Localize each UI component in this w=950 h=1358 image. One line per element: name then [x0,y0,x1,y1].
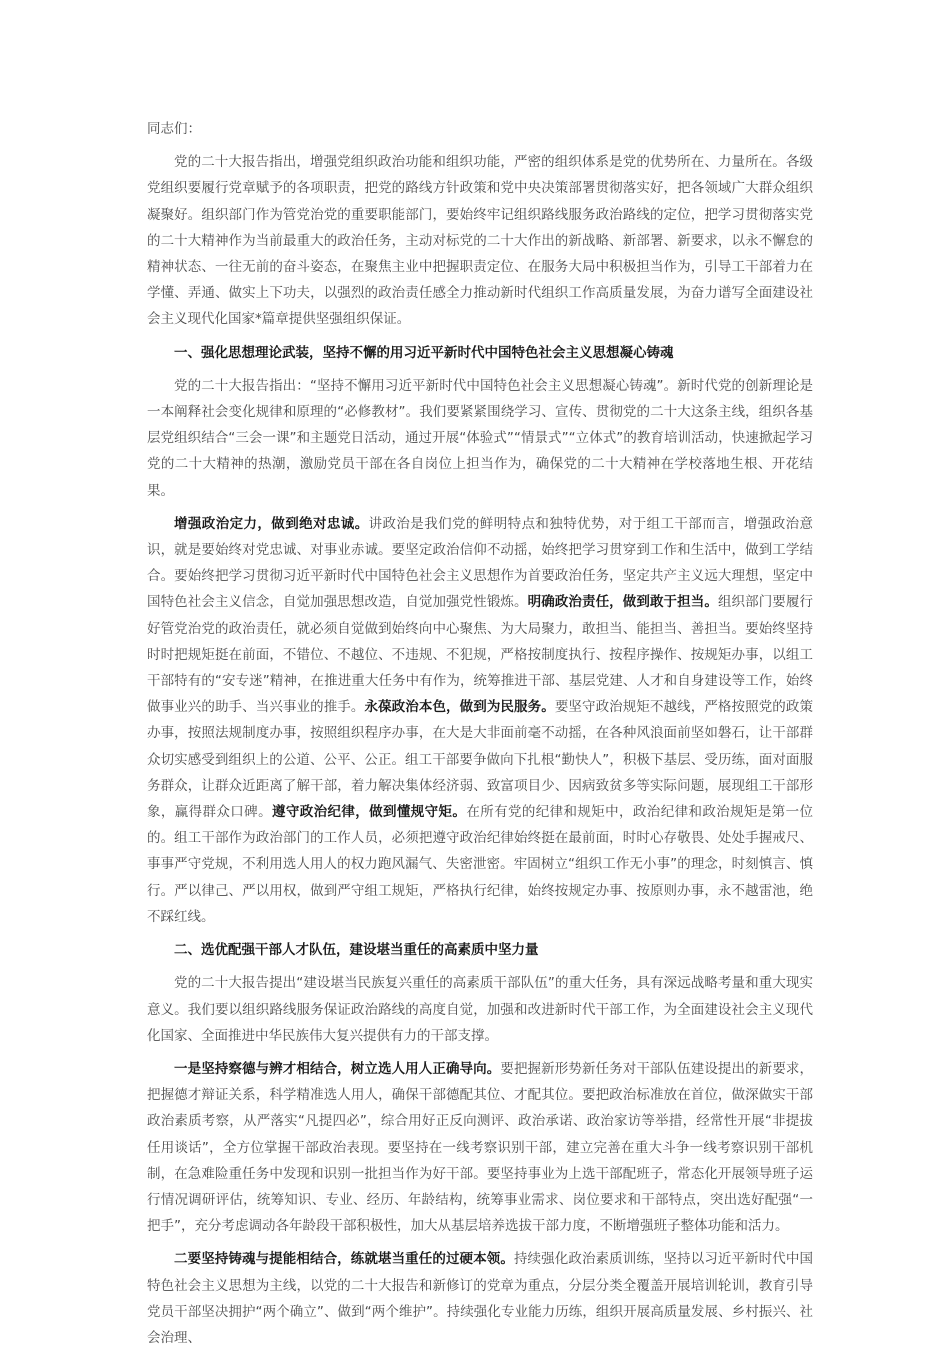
paragraph-text: 组织部门要履行好管党治党的政治责任，就必须自觉做到始终向中心聚焦、为大局聚力，敢担当、能担当、善担当。要始终坚持时时把规矩挺在前面，不错位、不越位、不违规、不犯规，严格按制度执行、按程序操作、按规矩办事，以组工干部特有的“安专迷”精神，在推进重大任务中有作为，统筹推进干部、基层党建、人才和自身建设等工作，始终做事业兴的助手、当兴事业的推手。 [147,594,813,716]
section-heading: 二、选优配强干部人才队伍，建设堪当重任的高素质中坚力量 [174,942,539,959]
section-heading: 一、强化思想理论武装，坚持不懈的用习近平新时代中国特色社会主义思想凝心铸魂 [174,344,674,361]
paragraph [147,1056,813,1239]
paragraph-text: 在所有党的纪律和规矩中，政治纪律和政治规矩是第一位的。组工干部作为政治部门的工作人员，必须把遵守政治纪律始终挺在最前面，时时心存敬畏、处处手握戒尺、事事严守党规，不利用选人用人的权力跑风漏气、失密泄密。牢固树立“组织工作无小事”的理念，时刻慎言、慎行。严以律己、严以用权，做到严守组工规矩，严格执行纪律，始终按规定办事、按原则办事，永不越雷池，绝不踩红线。 [147,804,814,925]
paragraph: 党的二十大报告指出：“坚持不懈用习近平新时代中国特色社会主义思想凝心铸魂”。新时代党的创新理论是一本阐释社会变化规律和原理的“必修教材”。我们要紧紧围绕学习、宣传、贯彻党的二十大这条主线，组织各基层党组织结合“三会一课”和主题党日活动，通过开展“体验式”“情景式”“立体式”的教育培训活动，快速掀起学习党的二十大精神的热潮，激励党员干部在各自岗位上担当作为，确保党的二十大精神在学校落地生根、开花结果。 [147,377,813,499]
paragraph-text: 要坚守政治规矩不越线，严格按照党的政策办事，按照法规制度办事，按照组织程序办事，在大是大非面前毫不动摇，在各种风浪面前坚如磐石，让干部群众切实感受到组织上的公道、公平、公正。组工干部要争做向下扎根“勤快人”，积极下基层、受历练，面对面服务群众，让群众近距离了解干部，着力解决集体经济弱、致富项目少、因病致贫多等实际问题，展现组工干部形象，赢得群众口碑。 [147,699,813,821]
paragraph-text: 要把握新形势新任务对干部队伍建设提出的新要求，把握德才辩证关系，科学精准选人用人，确保干部德配其位、才配其位。要把政治标准放在首位，做深做实干部政治素质考察，从严落实“凡提四必”，综合用好正反向测评、政治承诺、政治家访等举措，经常性开展“非提拔任用谈话”，全方位掌握干部政治表现。要坚持在一线考察识别干部，建立完善在重大斗争一线考察识别干部机制，在急难险重任务中发现和识别一批担当作为好干部。要坚持事业为上选干部配班子，常态化开展领导班子运行情况调研评估，统筹知识、专业、经历、年龄结构，统筹事业需求、岗位要求和干部特点，突出选好配强“一把手”，充分考虑调动各年龄段干部积极性，加大从基层培养选拔干部力度，不断增强班子整体功能和活力。 [147,1060,814,1235]
paragraph-text: 持续强化政治素质训练，坚持以习近平新时代中国特色社会主义思想为主线，以党的二十大报告和新修订的党章为重点，分层分类全覆盖开展培训轮训，教育引导党员干部坚决拥护“两个确立”、做到“两个维护”。持续强化专业能力历练，组织开展高质量发展、乡村振兴、社会治理、 [147,1251,814,1346]
paragraph [147,511,813,930]
bold-lead: 明确政治责任，做到敢于担当。 [527,594,718,611]
document-body [147,116,813,1358]
bold-lead: 永葆政治本色，做到为民服务。 [364,699,555,716]
bold-lead: 一是坚持察德与辨才相结合，树立选人用人正确导向。 [174,1060,501,1077]
salutation: 同志们： [147,121,201,137]
bold-lead: 遵守政治纪律，做到懂规守矩。 [271,804,467,821]
paragraph [147,1246,813,1351]
bold-lead: 增强政治定力，做到绝对忠诚。 [174,515,369,532]
bold-lead: 二要坚持铸魂与提能相结合，练就堪当重任的过硬本领。 [174,1251,514,1268]
intro-paragraph: 党的二十大报告指出，增强党组织政治功能和组织功能，严密的组织体系是党的优势所在、力量所在。各级党组织要履行党章赋予的各项职责，把党的路线方针政策和党中央决策部署贯彻落实好，把各领域广大群众组织凝聚好。组织部门作为管党治党的重要职能部门，要始终牢记组织路线服务政治路线的定位，把学习贯彻落实党的二十大精神作为当前最重大的政治任务，主动对标党的二十大作出的新战略、新部署、新要求，以永不懈怠的精神状态、一往无前的奋斗姿态，在聚焦主业中把握职责定位、在服务大局中积极担当作为，引导工干部着力在学懂、弄通、做实上下功夫，以强烈的政治责任感全力推动新时代组织工作高质量发展，为奋力谱写全面建设社会主义现代化国家*篇章提供坚强组织保证。 [147,154,813,328]
paragraph-text: 讲政治是我们党的鲜明特点和独特优势，对于组工干部而言，增强政治意识，就是要始终对党忠诚、对事业赤诚。要坚定政治信仰不动摇，始终把学习贯穿到工作和生活中，做到工学结合。要始终把学习贯彻习近平新时代中国特色社会主义思想作为首要政治任务，坚定共产主义远大理想，坚定中国特色社会主义信念，自觉加强思想改造，自觉加强党性锻炼。 [147,515,814,611]
paragraph: 党的二十大报告提出“建设堪当民族复兴重任的高素质干部队伍”的重大任务，具有深远战略考量和重大现实意义。我们要以组织路线服务保证政治路线的高度自觉，加强和改进新时代干部工作，为全面建设社会主义现代化国家、全面推进中华民族伟大复兴提供有力的干部支撑。 [147,975,813,1044]
